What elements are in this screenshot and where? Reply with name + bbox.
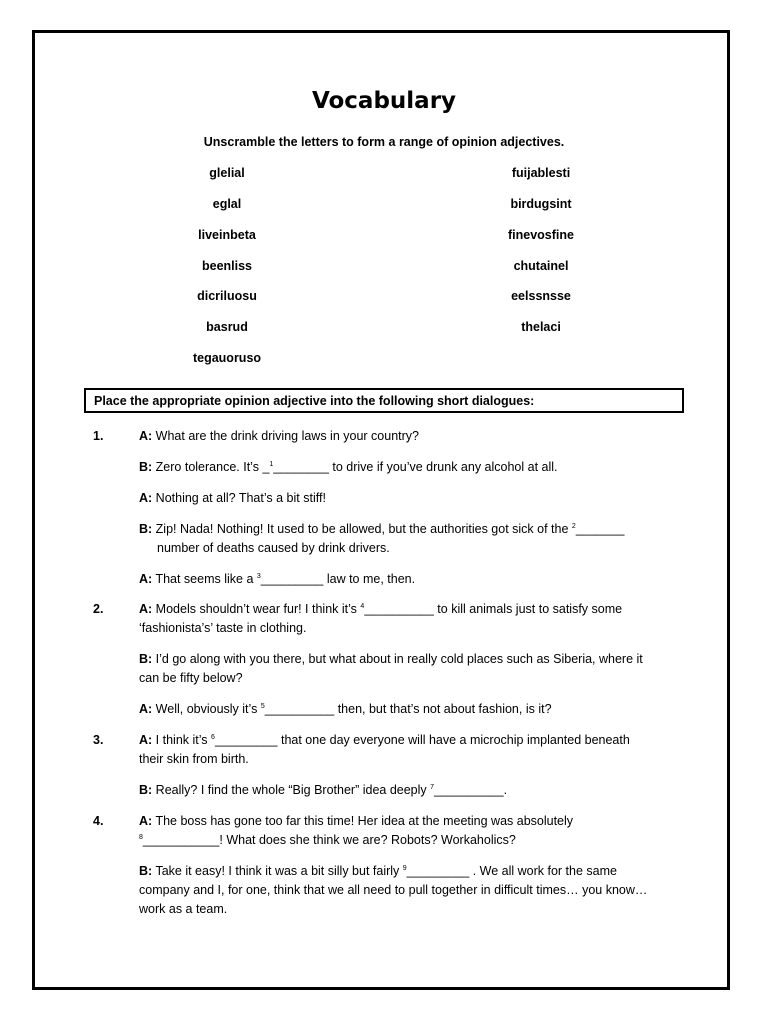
scrambled-word: dicriluosu xyxy=(197,289,257,303)
line-continuation: company and I, for one, think that we all need to pull together in difficult times… you know… xyxy=(139,883,648,897)
speaker: B: xyxy=(139,460,153,474)
scrambled-word: tegauoruso xyxy=(192,351,262,365)
line-text: Zero tolerance. It’s _ xyxy=(152,460,270,474)
speaker: A: xyxy=(139,602,153,616)
gap-number: 3 xyxy=(256,573,261,580)
dialogue-number: 1. xyxy=(93,429,104,443)
line-text: That seems like a xyxy=(152,572,257,586)
dialogue-line xyxy=(139,650,679,670)
speaker: B: xyxy=(139,783,153,797)
line-text: I think it’s xyxy=(152,733,212,747)
line-text: I’d go along with you there, but what about in really cold places such as Siberia, where it xyxy=(152,652,643,666)
gap-number: 5 xyxy=(260,703,265,710)
line-text: Well, obviously it’s xyxy=(152,702,261,716)
dialogue-line xyxy=(139,458,679,478)
speaker: A: xyxy=(139,429,153,443)
gap-number: 2 xyxy=(571,523,576,530)
dialogue-line xyxy=(139,489,679,509)
speaker: A: xyxy=(139,572,153,586)
speaker: B: xyxy=(139,652,153,666)
gap-number: 6 xyxy=(211,734,215,741)
line-text: _______ xyxy=(575,522,625,536)
line-continuation xyxy=(139,831,679,851)
speaker: A: xyxy=(139,491,153,505)
task-instruction-box: Place the appropriate opinion adjective into the following short dialogues: xyxy=(84,388,684,413)
line-text: _________ that one day everyone will have a microchip implanted beneath xyxy=(214,733,630,747)
dialogue-line xyxy=(139,600,679,620)
scrambled-word: birdugsint xyxy=(510,197,572,211)
line-text: __________ then, but that’s not about fashion, is it? xyxy=(264,702,552,716)
line-text: __________. xyxy=(434,783,508,797)
scrambled-word: liveinbeta xyxy=(198,228,256,242)
line-text: _________ law to me, then. xyxy=(260,572,416,586)
scrambled-word: thelaci xyxy=(521,320,561,334)
dialogue-line xyxy=(139,812,679,832)
dialogue-line xyxy=(139,700,679,720)
line-text: Take it easy! I think it was a bit silly but fairly xyxy=(152,864,403,878)
speaker: B: xyxy=(139,522,153,536)
scrambled-word: glelial xyxy=(209,166,245,180)
line-text: __________ to kill animals just to satisfy some xyxy=(364,602,623,616)
line-text: ___________! What does she think we are? Robots? Workaholics? xyxy=(142,833,516,847)
line-continuation: their skin from birth. xyxy=(139,752,249,766)
scrambled-word: eelssnsse xyxy=(511,289,571,303)
speaker: A: xyxy=(139,814,153,828)
scrambled-word: chutainel xyxy=(513,259,569,273)
dialogue-line xyxy=(139,862,679,882)
line-text: Models shouldn’t wear fur! I think it’s xyxy=(152,602,361,616)
line-continuation: number of deaths caused by drink drivers. xyxy=(157,541,390,555)
gap-number: 8 xyxy=(139,834,143,841)
speaker: B: xyxy=(139,864,153,878)
gap-number: 4 xyxy=(360,603,365,610)
line-text: What are the drink driving laws in your country? xyxy=(152,429,419,443)
dialogue-line xyxy=(139,570,679,590)
line-text: Zip! Nada! Nothing! It used to be allowed, but the authorities got sick of the xyxy=(152,522,572,536)
instruction: Unscramble the letters to form a range of opinion adjectives. xyxy=(203,135,565,149)
page-title: Vocabulary xyxy=(311,88,457,114)
dialogue-line xyxy=(139,520,679,540)
scrambled-word: fuijablesti xyxy=(511,166,571,180)
dialogue-number: 3. xyxy=(93,733,104,747)
scrambled-word: basrud xyxy=(206,320,248,334)
dialogue-number: 4. xyxy=(93,814,104,828)
dialogue-line xyxy=(139,781,679,801)
scrambled-word: finevosfine xyxy=(508,228,574,242)
line-text: Nothing at all? That’s a bit stiff! xyxy=(152,491,326,505)
line-text: _________ . We all work for the same xyxy=(406,864,617,878)
dialogue-line xyxy=(139,731,679,751)
speaker: A: xyxy=(139,702,153,716)
scrambled-word: beenliss xyxy=(201,259,253,273)
line-text: ________ to drive if you’ve drunk any alcohol at all. xyxy=(273,460,558,474)
dialogue-number: 2. xyxy=(93,602,104,616)
scrambled-word: eglal xyxy=(212,197,242,211)
dialogue-line xyxy=(139,427,679,447)
line-continuation: can be fifty below? xyxy=(139,671,243,685)
line-text: The boss has gone too far this time! Her idea at the meeting was absolutely xyxy=(152,814,574,828)
speaker: A: xyxy=(139,733,153,747)
gap-number: 1 xyxy=(269,461,274,468)
gap-number: 9 xyxy=(402,865,407,872)
line-continuation: work as a team. xyxy=(139,902,228,916)
line-text: Really? I find the whole “Big Brother” idea deeply xyxy=(152,783,431,797)
line-continuation: ‘fashionista’s’ taste in clothing. xyxy=(139,621,307,635)
gap-number: 7 xyxy=(430,784,435,791)
